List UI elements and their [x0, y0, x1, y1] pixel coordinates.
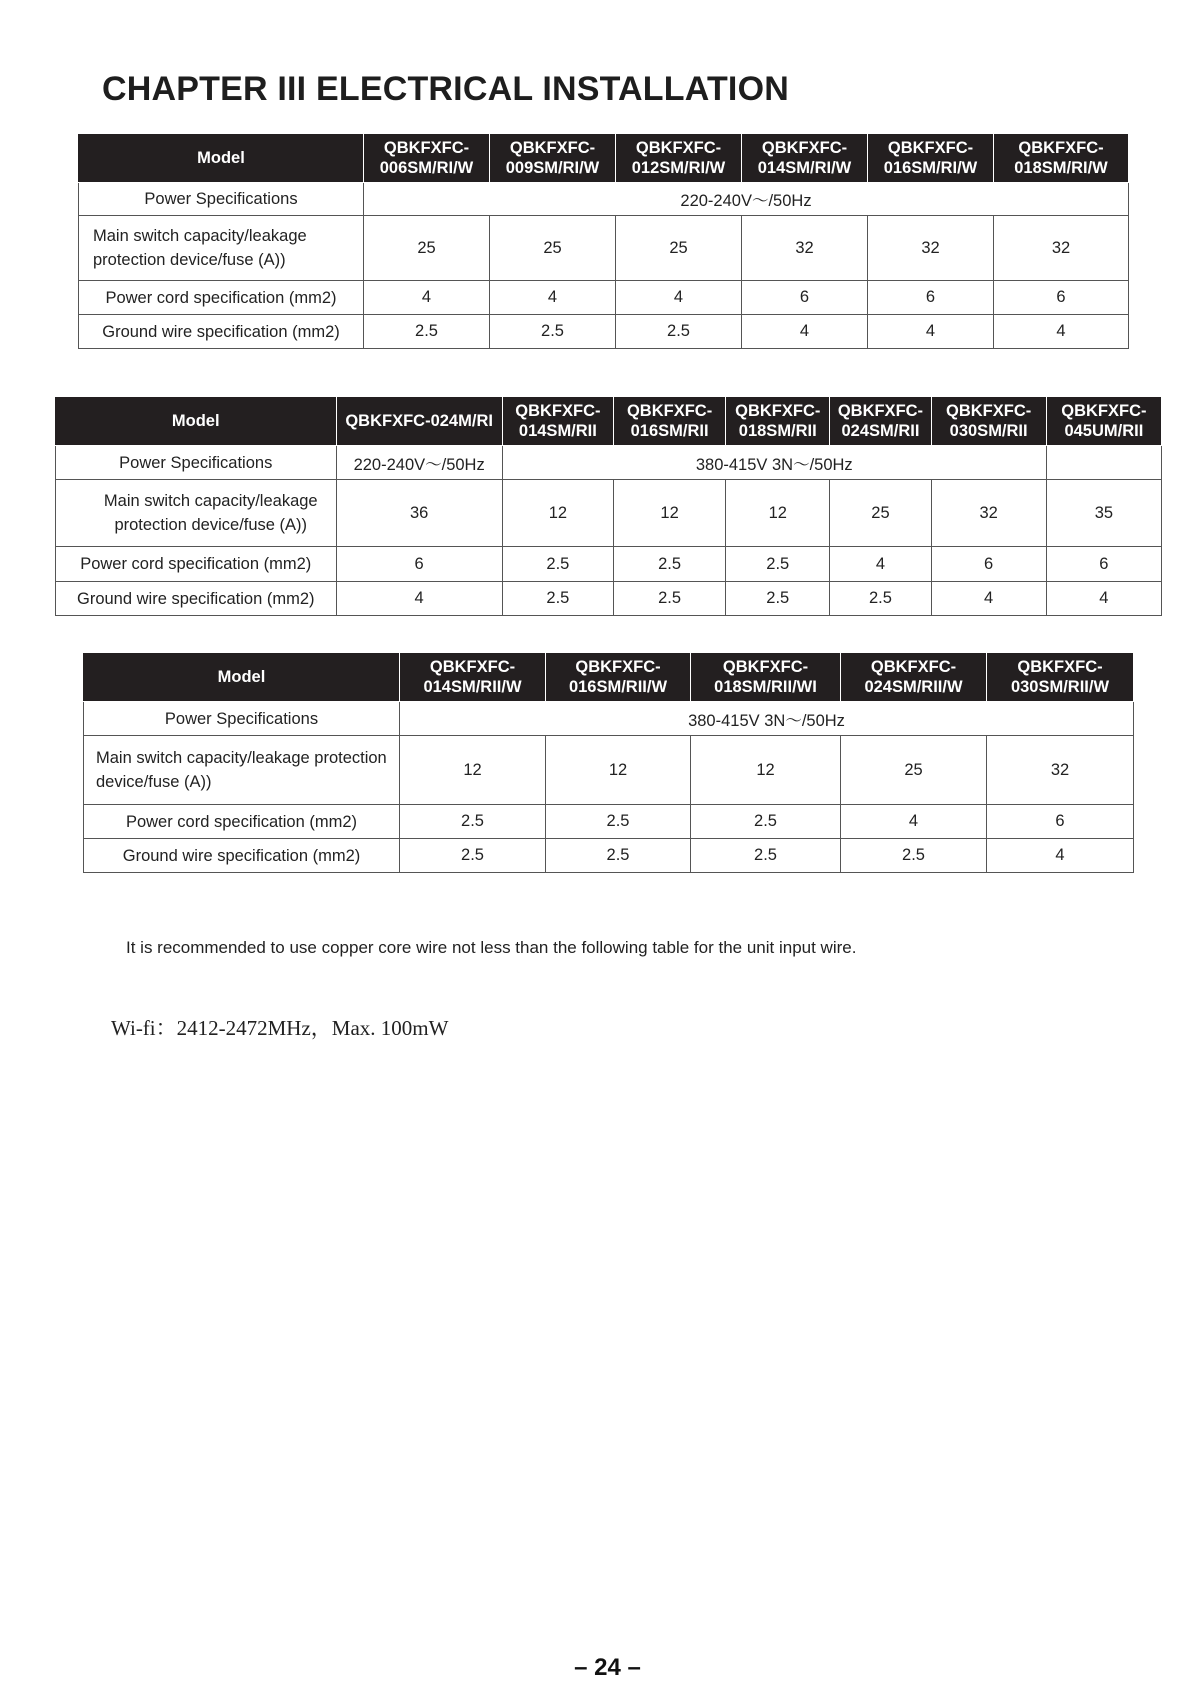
row-label-ground: Ground wire specification (mm2) [56, 582, 337, 616]
cord-value: 2.5 [613, 547, 725, 582]
main-switch-value: 25 [616, 216, 742, 281]
ground-value: 4 [336, 582, 502, 616]
row-label-ground: Ground wire specification (mm2) [84, 839, 400, 873]
main-switch-value: 36 [336, 480, 502, 547]
power-value-empty [1046, 446, 1161, 480]
ground-value: 2.5 [616, 315, 742, 349]
main-switch-value: 35 [1046, 480, 1161, 547]
cord-value: 2.5 [726, 547, 830, 582]
spec-table-1 [78, 133, 1129, 349]
row-label-cord: Power cord specification (mm2) [84, 805, 400, 839]
cord-value: 4 [616, 281, 742, 315]
main-switch-value: 25 [830, 480, 931, 547]
cord-value: 6 [336, 547, 502, 582]
ground-value: 2.5 [364, 315, 490, 349]
main-switch-value: 12 [502, 480, 613, 547]
model-header: Model [79, 134, 364, 183]
row-label-power: Power Specifications [56, 446, 337, 480]
cord-value: 6 [987, 805, 1134, 839]
row-label-power: Power Specifications [79, 183, 364, 216]
ground-value: 4 [931, 582, 1046, 616]
model-name: QBKFXFC-018SM/RII [726, 397, 830, 446]
model-name: QBKFXFC-024M/RI [336, 397, 502, 446]
model-name: QBKFXFC-045UM/RII [1046, 397, 1161, 446]
power-value-single-phase: 220-240V～/50Hz [336, 446, 502, 480]
cord-value: 2.5 [502, 547, 613, 582]
main-switch-value: 32 [742, 216, 868, 281]
model-name: QBKFXFC-006SM/RI/W [364, 134, 490, 183]
ground-value: 2.5 [400, 839, 546, 873]
spec-table-2 [55, 396, 1162, 616]
ground-value: 2.5 [841, 839, 987, 873]
page-title: CHAPTER III ELECTRICAL INSTALLATION [102, 70, 789, 108]
model-name: QBKFXFC-012SM/RI/W [616, 134, 742, 183]
main-switch-value: 32 [868, 216, 994, 281]
spec-table-3 [83, 652, 1134, 873]
copper-wire-note: It is recommended to use copper core wire not less than the following table for the unit input wire. [126, 938, 857, 957]
model-name: QBKFXFC-018SM/RII/WI [691, 653, 841, 702]
model-name: QBKFXFC-016SM/RII/W [546, 653, 691, 702]
main-switch-value: 12 [726, 480, 830, 547]
cord-value: 2.5 [691, 805, 841, 839]
main-switch-value: 25 [490, 216, 616, 281]
model-name: QBKFXFC-016SM/RII [613, 397, 725, 446]
main-switch-value: 32 [994, 216, 1129, 281]
model-name: QBKFXFC-014SM/RI/W [742, 134, 868, 183]
model-name: QBKFXFC-014SM/RII/W [400, 653, 546, 702]
row-label-main-switch: Main switch capacity/leakage protection device/fuse (A)) [56, 480, 337, 547]
model-name: QBKFXFC-018SM/RI/W [994, 134, 1129, 183]
ground-value: 2.5 [502, 582, 613, 616]
ground-value: 4 [742, 315, 868, 349]
cord-value: 4 [490, 281, 616, 315]
model-name: QBKFXFC-024SM/RII/W [841, 653, 987, 702]
ground-value: 2.5 [691, 839, 841, 873]
ground-value: 2.5 [830, 582, 931, 616]
ground-value: 4 [868, 315, 994, 349]
row-label-ground: Ground wire specification (mm2) [79, 315, 364, 349]
model-name: QBKFXFC-030SM/RII [931, 397, 1046, 446]
row-label-cord: Power cord specification (mm2) [56, 547, 337, 582]
model-name: QBKFXFC-030SM/RII/W [987, 653, 1134, 702]
ground-value: 2.5 [613, 582, 725, 616]
power-value: 220-240V～/50Hz [364, 183, 1129, 216]
model-name: QBKFXFC-009SM/RI/W [490, 134, 616, 183]
main-switch-value: 12 [546, 736, 691, 805]
cord-value: 6 [868, 281, 994, 315]
cord-value: 4 [364, 281, 490, 315]
row-label-main-switch: Main switch capacity/leakage protection device/fuse (A)) [79, 216, 364, 281]
model-name: QBKFXFC-014SM/RII [502, 397, 613, 446]
model-header: Model [56, 397, 337, 446]
cord-value: 6 [994, 281, 1129, 315]
main-switch-value: 32 [987, 736, 1134, 805]
row-label-main-switch: Main switch capacity/leakage protection device/fuse (A)) [84, 736, 400, 805]
main-switch-value: 12 [613, 480, 725, 547]
wifi-spec: Wi-fi：2412-2472MHz，Max. 100mW [111, 1016, 449, 1040]
cord-value: 6 [1046, 547, 1161, 582]
ground-value: 4 [1046, 582, 1161, 616]
power-value: 380-415V 3N～/50Hz [400, 702, 1134, 736]
main-switch-value: 25 [364, 216, 490, 281]
page-number: – 24 – [574, 1654, 641, 1681]
ground-value: 2.5 [726, 582, 830, 616]
main-switch-value: 12 [691, 736, 841, 805]
cord-value: 6 [931, 547, 1046, 582]
model-name: QBKFXFC-016SM/RI/W [868, 134, 994, 183]
ground-value: 2.5 [546, 839, 691, 873]
row-label-power: Power Specifications [84, 702, 400, 736]
cord-value: 2.5 [546, 805, 691, 839]
model-header: Model [84, 653, 400, 702]
main-switch-value: 32 [931, 480, 1046, 547]
row-label-cord: Power cord specification (mm2) [79, 281, 364, 315]
main-switch-value: 12 [400, 736, 546, 805]
power-value-three-phase: 380-415V 3N～/50Hz [502, 446, 1046, 480]
model-name: QBKFXFC-024SM/RII [830, 397, 931, 446]
ground-value: 4 [994, 315, 1129, 349]
cord-value: 4 [830, 547, 931, 582]
cord-value: 4 [841, 805, 987, 839]
ground-value: 2.5 [490, 315, 616, 349]
main-switch-value: 25 [841, 736, 987, 805]
ground-value: 4 [987, 839, 1134, 873]
cord-value: 2.5 [400, 805, 546, 839]
cord-value: 6 [742, 281, 868, 315]
